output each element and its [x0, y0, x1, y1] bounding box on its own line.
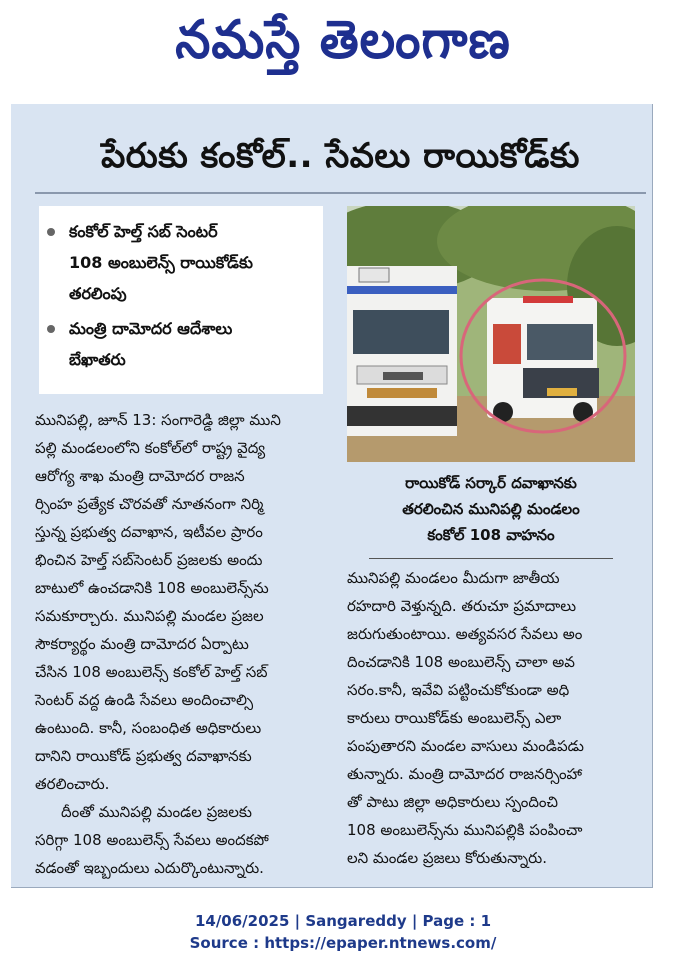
body-line: ర్సింహ ప్రత్యేక చొరవతో నూతనంగా నిర్మి [35, 495, 264, 513]
bullet-line: 108 అంబులెన్స్ రాయికోడ్‌కు [69, 253, 253, 272]
ambulance-photo-illustration [347, 206, 635, 462]
headline-divider [35, 192, 646, 194]
caption-line: రాయికోడ్ సర్కార్ దవాఖానకు [405, 474, 577, 492]
body-line: పంపుతారని మండల వాసులు మండిపడు [347, 737, 584, 755]
source-footer [0, 910, 686, 954]
bullet-item [53, 313, 232, 375]
body-line: దీంతో మునిపల్లి మండల ప్రజలకు [61, 803, 252, 821]
footer-date-edition: 14/06/2025 | Sangareddy | Page : 1 [194, 912, 492, 930]
body-line: కారులు రాయికోడ్‌కు అంబులెన్స్ ఎలా [347, 709, 562, 727]
bullet-item [53, 216, 253, 309]
body-line: సరిగ్గా 108 అంబులెన్స్ సేవలు అందకపో [35, 831, 269, 849]
body-line: తో పాటు జిల్లా అధికారులు స్పందించి [347, 793, 559, 811]
bullet-dot-icon [47, 325, 55, 333]
bullet-line: తరలింపు [69, 284, 127, 303]
article-headline: పేరుకు కంకోల్.. సేవలు రాయికోడ్‌కు [101, 136, 580, 176]
body-line: తున్నారు. మంత్రి దామోదర రాజనర్సింహా [347, 765, 583, 783]
body-line: భించిన హెల్త్ సబ్‌సెంటర్ ప్రజలకు అందు [35, 551, 263, 569]
body-line: సౌకర్యార్థం మంత్రి దామోదర ఏర్పాటు [35, 635, 249, 653]
body-line: మునిపల్లి, జూన్ 13: సంగారెడ్డి జిల్లా ముని [35, 411, 281, 429]
article-body-left [35, 406, 323, 882]
news-clipping [11, 104, 653, 888]
caption-line: తరలించిన మునిపల్లి మండలం [402, 500, 580, 518]
body-line: సరం.కానీ, ఇవేవి పట్టించుకోకుండా అధి [347, 681, 570, 699]
caption-divider [369, 558, 613, 559]
footer-source-link[interactable]: Source : https://epaper.ntnews.com/ [189, 934, 497, 952]
body-line: జరుగుతుంటాయి. అత్యవసర సేవలు అం [347, 625, 583, 643]
body-line: ఆరోగ్య శాఖ మంత్రి దామోదర రాజన [35, 467, 245, 485]
body-line: సెంటర్ వద్ద ఉండి సేవలు అందించాల్సి [35, 691, 254, 709]
body-line: లని మండల ప్రజలు కోరుతున్నారు. [347, 849, 548, 867]
body-line: వడంతో ఇబ్బందులు ఎదుర్కొంటున్నారు. [35, 859, 264, 877]
body-line: 108 అంబులెన్స్‌ను మునిపల్లికి పంపించా [347, 821, 583, 839]
bullet-line: బేఖాతరు [69, 350, 126, 369]
body-line: బాటులో ఉంచడానికి 108 అంబులెన్స్‌ను [35, 579, 269, 597]
highlights-box [39, 206, 323, 394]
body-line: స్తున్న ప్రభుత్వ దవాఖాన, ఇటీవల ప్రారం [35, 523, 263, 541]
caption-line: కంకోల్ 108 వాహనం [427, 526, 555, 544]
photo-caption [347, 470, 635, 548]
masthead [0, 0, 686, 92]
body-line: పల్లి మండలంలోని కంకోల్‌లో రాష్ట్ర వైద్య [35, 439, 266, 457]
body-line: సమకూర్చారు. మునిపల్లి మండల ప్రజల [35, 607, 264, 625]
body-line: మునిపల్లి మండలం మీదుగా జాతీయ [347, 569, 560, 587]
bullet-dot-icon [47, 228, 55, 236]
bullet-line: కంకోల్ హెల్త్ సబ్ సెంటర్ [69, 222, 218, 241]
article-body-right [347, 564, 635, 872]
ambulance-photo [347, 206, 635, 462]
body-line: తరలించారు. [35, 775, 110, 793]
masthead-title: నమస్తే తెలంగాణ [175, 8, 511, 71]
body-line: రహదారి వెళ్తున్నది. తరుచూ ప్రమాదాలు [347, 597, 577, 615]
bullet-line: మంత్రి దామోదర ఆదేశాలు [69, 319, 233, 338]
body-line: దానిని రాయికోడ్ ప్రభుత్వ దవాఖానకు [35, 747, 252, 765]
body-line: ఉంటుంది. కానీ, సంబంధిత అధికారులు [35, 719, 262, 737]
body-line: చేసిన 108 అంబులెన్స్ కంకోల్ హెల్త్ సబ్ [35, 663, 268, 681]
body-line: దించడానికి 108 అంబులెన్స్ చాలా అవ [347, 653, 575, 671]
